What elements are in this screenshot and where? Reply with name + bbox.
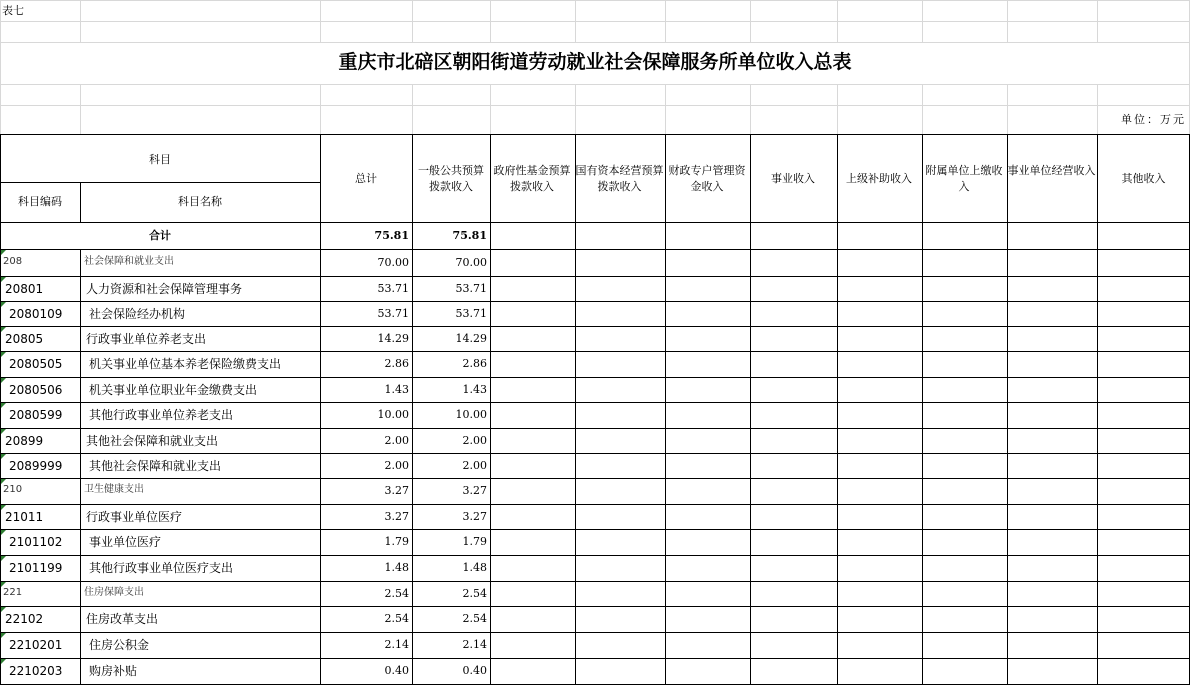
header-special-account: 财政专户管理资金收入 [668,164,746,193]
gridline-h [0,84,1190,85]
row-general-budget: 53.71 [455,306,487,320]
gridline-v [490,84,491,134]
table-border [1097,134,1098,684]
gridline-h [0,21,1190,22]
subject-code: 2210201 [9,638,63,652]
subject-name: 其他社会保障和就业支出 [89,458,222,473]
subject-code: 20801 [5,281,44,296]
header-business-income: 事业收入 [771,172,815,185]
subject-code: 221 [3,586,23,598]
header-other-income: 其他收入 [1121,172,1166,185]
gridline-v [80,84,81,134]
subject-name: 机关事业单位职业年金缴费支出 [89,382,258,397]
row-total: 3.27 [384,484,409,497]
table-border [0,402,1190,403]
subject-code: 210 [3,484,23,495]
gridline-v [80,0,81,42]
subject-name: 卫生健康支出 [84,484,144,495]
row-total: 2.00 [384,433,409,447]
table-border [0,326,1190,327]
subject-name: 其他行政事业单位医疗支出 [89,561,234,575]
subject-name: 其他社会保障和就业支出 [86,433,219,448]
subject-code: 22102 [5,612,44,626]
table-border [575,134,576,684]
row-total: 14.29 [377,331,409,345]
table-border [0,504,1190,505]
unit-label: 单位：万元 [1121,113,1186,126]
subject-name: 人力资源和社会保障管理事务 [86,281,243,296]
table-border [0,377,1190,378]
text-number-indicator-icon [1,277,6,282]
subject-name: 住房保障支出 [84,586,144,598]
subject-code: 2080599 [9,408,63,422]
table-border [1007,134,1008,684]
row-total: 53.71 [377,306,409,320]
table-border [0,222,1190,223]
text-number-indicator-icon [1,633,6,638]
table-border [665,134,666,684]
row-total: 1.79 [384,535,409,548]
total-row-general: 75.81 [452,229,487,242]
row-total: 2.00 [384,458,409,472]
header-affiliate-income: 附属单位上缴收入 [925,164,1003,193]
table-border [0,276,1190,277]
header-fund-budget: 政府性基金预算拨款收入 [493,164,571,193]
row-total: 2.54 [384,586,409,600]
subject-code: 2210203 [9,664,63,678]
subject-name: 行政事业单位养老支出 [86,331,207,346]
page-title: 重庆市北碚区朝阳街道劳动就业社会保障服务所单位收入总表 [338,51,852,73]
gridline-v [412,84,413,134]
row-total: 3.27 [384,509,409,523]
header-state-capital: 国有资本经营预算拨款收入 [575,164,664,193]
subject-name: 事业单位医疗 [89,535,162,549]
row-total: 2.86 [384,357,409,370]
header-operating-income: 事业单位经营收入 [1007,164,1096,177]
header-total: 总计 [355,172,377,185]
table-border [750,134,751,684]
table-border [0,182,320,183]
subject-code: 21011 [5,509,44,524]
row-total: 53.71 [377,281,409,295]
text-number-indicator-icon [1,378,6,383]
gridline-v [1097,84,1098,134]
gridline-v [837,84,838,134]
gridline-v [320,0,321,42]
table-border [0,249,1190,250]
subject-name: 机关事业单位基本养老保险缴费支出 [89,357,282,371]
text-number-indicator-icon [1,352,6,357]
subject-name: 行政事业单位医疗 [86,509,183,524]
text-number-indicator-icon [1,556,6,561]
gridline-v [750,84,751,134]
gridline-v [750,0,751,42]
text-number-indicator-icon [1,429,6,434]
subject-name: 购房补贴 [89,664,138,678]
table-border [80,249,81,684]
gridline-v [575,0,576,42]
table-border [0,301,1190,302]
gridline-h [0,42,1190,43]
gridline-v [922,84,923,134]
gridline-v [1007,84,1008,134]
row-general-budget: 2.54 [462,586,487,600]
header-name: 科目名称 [178,195,222,208]
gridline-v [665,0,666,42]
gridline-v [320,84,321,134]
header-code: 科目编码 [18,195,62,208]
table-border [0,134,1190,135]
header-superior-subsidy: 上级补助收入 [846,172,912,185]
row-total: 1.43 [384,382,409,396]
gridline-v [1007,0,1008,42]
text-number-indicator-icon [1,530,6,535]
subject-name: 其他行政事业单位养老支出 [89,408,234,422]
header-subject: 科目 [149,153,171,166]
text-number-indicator-icon [1,250,6,255]
gridline-h [0,105,1190,106]
subject-code: 2080505 [9,357,63,371]
row-general-budget: 10.00 [455,408,487,421]
text-number-indicator-icon [1,454,6,459]
total-row-label: 合计 [149,229,171,242]
table-border [0,428,1190,429]
subject-code: 2101199 [9,561,63,575]
text-number-indicator-icon [1,479,6,484]
row-general-budget: 2.00 [462,458,487,472]
text-number-indicator-icon [1,582,6,587]
table-border [0,351,1190,352]
row-general-budget: 14.29 [455,331,487,345]
gridline-v [837,0,838,42]
table-border [922,134,923,684]
text-number-indicator-icon [1,403,6,408]
row-general-budget: 2.54 [462,612,487,625]
row-total: 1.48 [384,561,409,574]
text-number-indicator-icon [1,302,6,307]
table-border [0,453,1190,454]
subject-name: 住房改革支出 [86,612,159,626]
table-border [0,555,1190,556]
row-general-budget: 2.14 [462,638,487,651]
header-general-budget: 一般公共预算拨款收入 [418,164,484,193]
subject-name: 社会保险经办机构 [89,306,186,321]
table-border [0,581,1190,582]
text-number-indicator-icon [1,607,6,612]
text-number-indicator-icon [1,327,6,332]
gridline-v [412,0,413,42]
table-border [0,478,1190,479]
total-row-total: 75.81 [374,229,409,242]
row-general-budget: 2.86 [462,357,487,370]
gridline-v [922,0,923,42]
gridline-v [575,84,576,134]
subject-name: 社会保障和就业支出 [84,255,174,267]
subject-code: 2080506 [9,382,63,397]
subject-code: 2089999 [9,458,63,473]
text-number-indicator-icon [1,659,6,664]
gridline-v [665,84,666,134]
row-general-budget: 1.79 [462,535,487,548]
subject-code: 20805 [5,331,44,346]
subject-name: 住房公积金 [89,638,150,652]
row-total: 0.40 [384,664,409,677]
table-border [0,632,1190,633]
table-border [0,134,1,685]
subject-code: 20899 [5,433,44,448]
row-total: 2.54 [384,612,409,625]
subject-code: 208 [3,255,23,267]
row-general-budget: 3.27 [462,484,487,497]
text-number-indicator-icon [1,505,6,510]
row-general-budget: 0.40 [462,664,487,677]
row-general-budget: 3.27 [462,509,487,523]
row-general-budget: 2.00 [462,433,487,447]
gridline-h [0,0,1190,1]
row-general-budget: 1.48 [462,561,487,574]
table-border [0,529,1190,530]
row-general-budget: 70.00 [455,255,487,269]
gridline-v [1097,0,1098,42]
table-border [837,134,838,684]
subject-code: 2080109 [9,306,63,321]
sheet-label: 表七 [2,4,24,17]
row-general-budget: 1.43 [462,382,487,396]
table-border [490,134,491,684]
table-border [0,658,1190,659]
row-general-budget: 53.71 [455,281,487,295]
row-total: 70.00 [377,255,409,269]
row-total: 10.00 [377,408,409,421]
table-border [0,606,1190,607]
row-total: 2.14 [384,638,409,651]
subject-code: 2101102 [9,535,63,549]
gridline-v [490,0,491,42]
